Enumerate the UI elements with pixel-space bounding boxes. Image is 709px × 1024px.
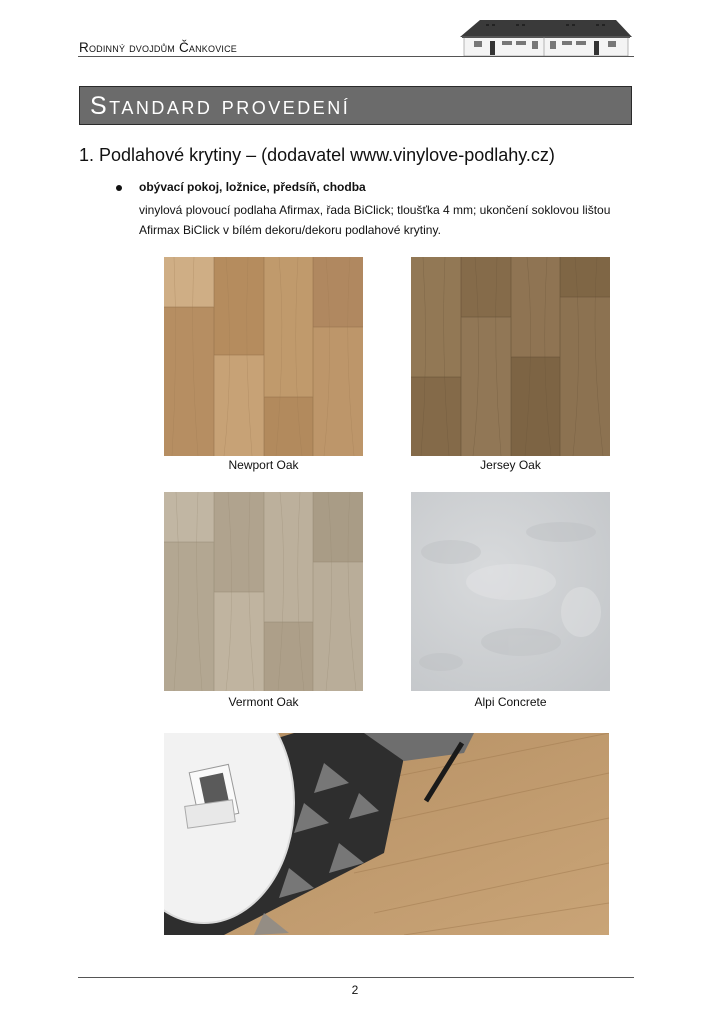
- house-illustration: [456, 17, 634, 57]
- page-number: 2: [351, 983, 359, 997]
- bullet-icon: [116, 185, 122, 191]
- flooring-heading: 1. Podlahové krytiny – (dodavatel www.vinylove-podlahy.cz): [79, 145, 555, 165]
- header-divider: [78, 56, 634, 57]
- sample-image-vermont-oak: [164, 492, 363, 691]
- document-header-title: Rodinný dvojdům Čankovice: [79, 40, 238, 55]
- interior-floor-photo: [164, 733, 609, 935]
- bullet-text: vinylová plovoucí podlaha Afirmax, řada BiClick; tloušťka 4 mm; ukončení soklovou lištou Afirmax BiClick v bílém dekoru/dekoru podlahové krytiny.: [139, 203, 611, 237]
- sample-caption: Vermont Oak: [228, 695, 299, 709]
- bullet-heading: obývací pokoj, ložnice, předsíň, chodba: [139, 180, 366, 194]
- footer-divider: [78, 977, 634, 978]
- section-title-box: [79, 86, 632, 125]
- sample-caption: Newport Oak: [228, 458, 299, 472]
- sample-caption: Alpi Concrete: [474, 695, 547, 709]
- sample-image-newport-oak: [164, 257, 363, 456]
- section-title: Standard provedení: [90, 92, 351, 120]
- sample-caption: Jersey Oak: [480, 458, 541, 472]
- sample-image-jersey-oak: [411, 257, 610, 456]
- sample-image-alpi-concrete: [411, 492, 610, 691]
